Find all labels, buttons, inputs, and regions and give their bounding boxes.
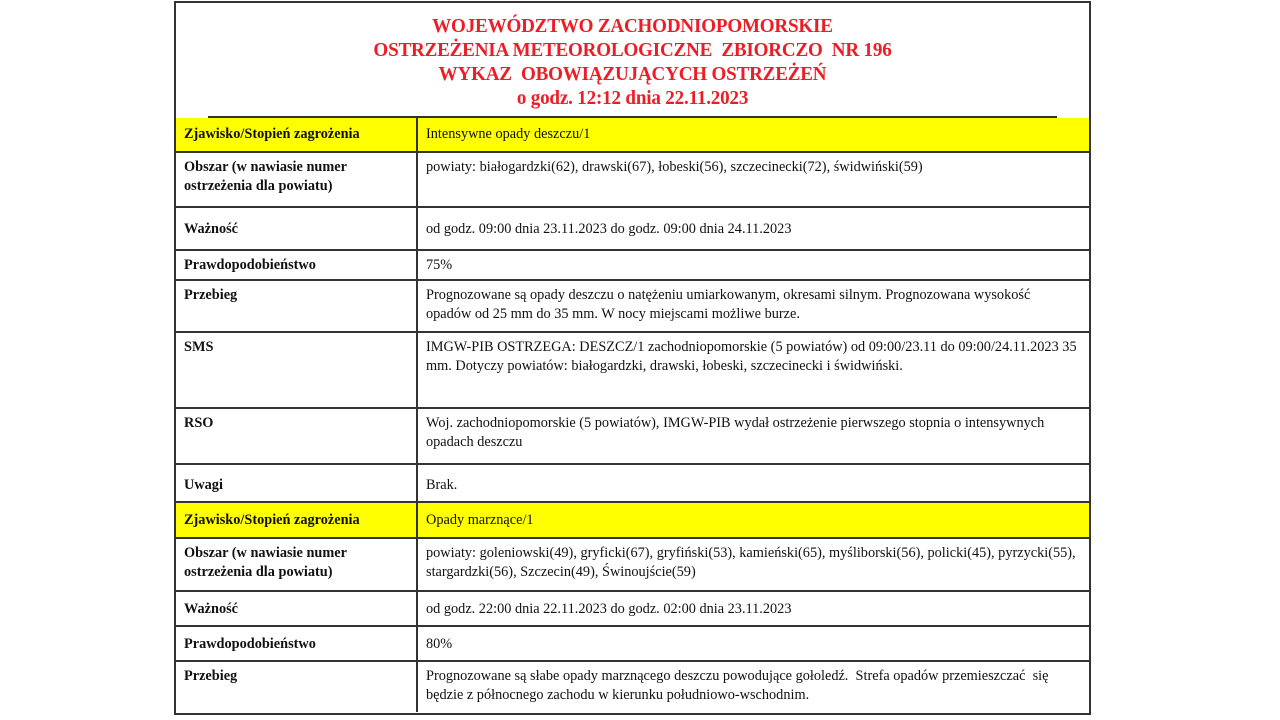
warning-1-rso-row [176,408,1089,464]
warning-2-validity-row [176,591,1089,626]
warning-2-course-row [176,661,1089,712]
warning-1-probability: 75% [417,250,1089,280]
title-bulletin: OSTRZEŻENIA METEOROLOGICZNE ZBIORCZO NR 196 [373,39,892,61]
warning-1-course-row [176,280,1089,332]
warning-1-area: powiaty: białogardzki(62), drawski(67), łobeski(56), szczecinecki(72), świdwiński(59) [417,152,1089,207]
warning-1-validity-row [176,207,1089,250]
warning-2-course: Prognozowane są słabe opady marznącego deszczu powodujące gołoledź. Strefa opadów przemieszczać się będzie z północnego zachodu w kierunku południowo-wschodnim. [417,661,1089,712]
title-timestamp: o godz. 12:12 dnia 22.11.2023 [516,87,749,109]
warning-2-area: powiaty: goleniowski(49), gryficki(67), gryfiński(53), kamieński(65), myśliborski(56), policki(45), pyrzycki(55), stargardzki(56), Szczecin(49), Świnoujście(59) [417,538,1089,591]
warning-1-rso: Woj. zachodniopomorskie (5 powiatów), IMGW-PIB wydał ostrzeżenie pierwszego stopnia o intensywnych opadach deszczu [417,408,1089,464]
document-title [208,3,1057,118]
warning-1-sms: IMGW-PIB OSTRZEGA: DESZCZ/1 zachodniopomorskie (5 powiatów) od 09:00/23.11 do 09:00/24.11.2023 35 mm. Dotyczy powiatów: białogardzki, drawski, łobeski, szczecinecki i świdwiński. [417,332,1089,408]
title-region: WOJEWÓDZTWO ZACHODNIOPOMORSKIE [432,15,833,37]
warning-1-notes-row [176,464,1089,502]
label-phenomenon: Zjawisko/Stopień zagrożenia [176,502,417,538]
label-probability: Prawdopodobieństwo [176,250,417,280]
label-course: Przebieg [176,661,417,712]
label-validity: Ważność [176,591,417,626]
label-area: Obszar (w nawiasie numer ostrzeżenia dla powiatu) [176,152,417,207]
warning-1-area-row [176,152,1089,207]
label-course: Przebieg [176,280,417,332]
warning-2-probability-row [176,626,1089,661]
warning-1-probability-row [176,250,1089,280]
title-list: WYKAZ OBOWIĄZUJĄCYCH OSTRZEŻEŃ [438,63,827,85]
warning-1-phenomenon-row [176,118,1089,152]
warnings-table [176,118,1089,712]
warning-2-phenomenon-row [176,502,1089,538]
warning-1-validity: od godz. 09:00 dnia 23.11.2023 do godz. 09:00 dnia 24.11.2023 [417,207,1089,250]
warning-2-phenomenon: Opady marznące/1 [417,502,1089,538]
label-sms: SMS [176,332,417,408]
warning-1-phenomenon: Intensywne opady deszczu/1 [417,118,1089,152]
label-phenomenon: Zjawisko/Stopień zagrożenia [176,118,417,152]
warning-2-validity: od godz. 22:00 dnia 22.11.2023 do godz. 02:00 dnia 23.11.2023 [417,591,1089,626]
warning-1-notes: Brak. [417,464,1089,502]
warning-2-probability: 80% [417,626,1089,661]
warning-1-course: Prognozowane są opady deszczu o natężeniu umiarkowanym, okresami silnym. Prognozowana wysokość opadów od 25 mm do 35 mm. W nocy miejscami możliwe burze. [417,280,1089,332]
label-rso: RSO [176,408,417,464]
warning-2-area-row [176,538,1089,591]
warning-1-sms-row [176,332,1089,408]
warning-document [174,1,1091,715]
label-notes: Uwagi [176,464,417,502]
label-probability: Prawdopodobieństwo [176,626,417,661]
label-validity: Ważność [176,207,417,250]
label-area: Obszar (w nawiasie numer ostrzeżenia dla powiatu) [176,538,417,591]
